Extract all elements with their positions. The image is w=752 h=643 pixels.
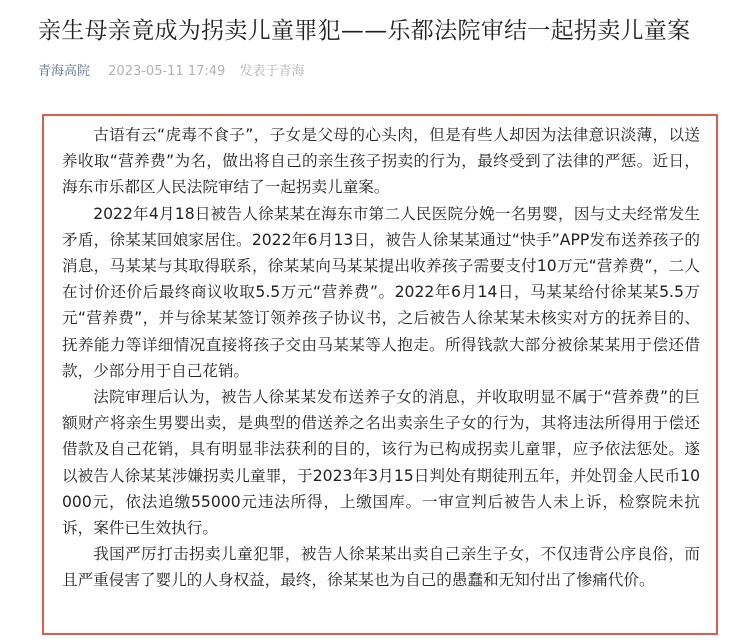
- article-title: 亲生母亲竟成为拐卖儿童罪犯——乐都法院审结一起拐卖儿童案: [38, 18, 691, 44]
- highlighted-article-body: [42, 114, 718, 635]
- article-meta: [38, 62, 304, 82]
- publish-datetime: 2023-05-11 17:49: [108, 64, 226, 79]
- publish-location: 发表于青海: [239, 64, 305, 79]
- body-paragraph: 法院审理后认为，被告人徐某某发布送养子女的消息，并收取明显不属于“营养费”的巨额财产将亲生男婴出卖，是典型的借送养之名出卖亲生子女的行为，其将违法所得用于偿还借款及自己花销，具有明显非法获利的目的，该行为已构成拐卖儿童罪，应予依法惩处。遂以被告人徐某某涉嫌拐卖儿童罪，于2023年3月15日判处有期徒刑五年，并处罚金人民币10000元，依法追缴55000元违法所得，上缴国库。一审宣判后被告人未上诉，检察院未抗诉，案件已生效执行。: [62, 388, 700, 538]
- body-paragraph: 2022年4月18日被告人徐某某在海东市第二人民医院分娩一名男婴，因与丈夫经常发生矛盾，徐某某回娘家居住。2022年6月13日，被告人徐某某通过“快手”APP发布送养孩子的消息，马某某与其取得联系，徐某某向马某某提出收养孩子需要支付10万元“营养费”，二人在讨价还价后最终商议收取5.5万元“营养费”。2022年6月14日，马某某给付徐某某5.5万元“营养费”，并与徐某某签订领养孩子协议书，之后被告人徐某某未核实对方的抚养目的、抚养能力等详细情况直接将孩子交由马某某等人抱走。所得钱款大部分被徐某某用于偿还借款，少部分用于自己花销。: [62, 204, 700, 380]
- account-name-link[interactable]: 青海高院: [38, 64, 91, 79]
- body-paragraph: 我国严厉打击拐卖儿童犯罪，被告人徐某某出卖自己亲生子女，不仅违背公序良俗，而且严重侵害了婴儿的人身权益，最终，徐某某也为自己的愚蠢和无知付出了惨痛代价。: [62, 545, 700, 590]
- body-paragraph: 古语有云“虎毒不食子”，子女是父母的心头肉，但是有些人却因为法律意识淡薄，以送养收取“营养费”为名，做出将自己的亲生孩子拐卖的行为，最终受到了法律的严惩。近日，海东市乐都区人民法院审结了一起拐卖儿童案。: [62, 126, 700, 197]
